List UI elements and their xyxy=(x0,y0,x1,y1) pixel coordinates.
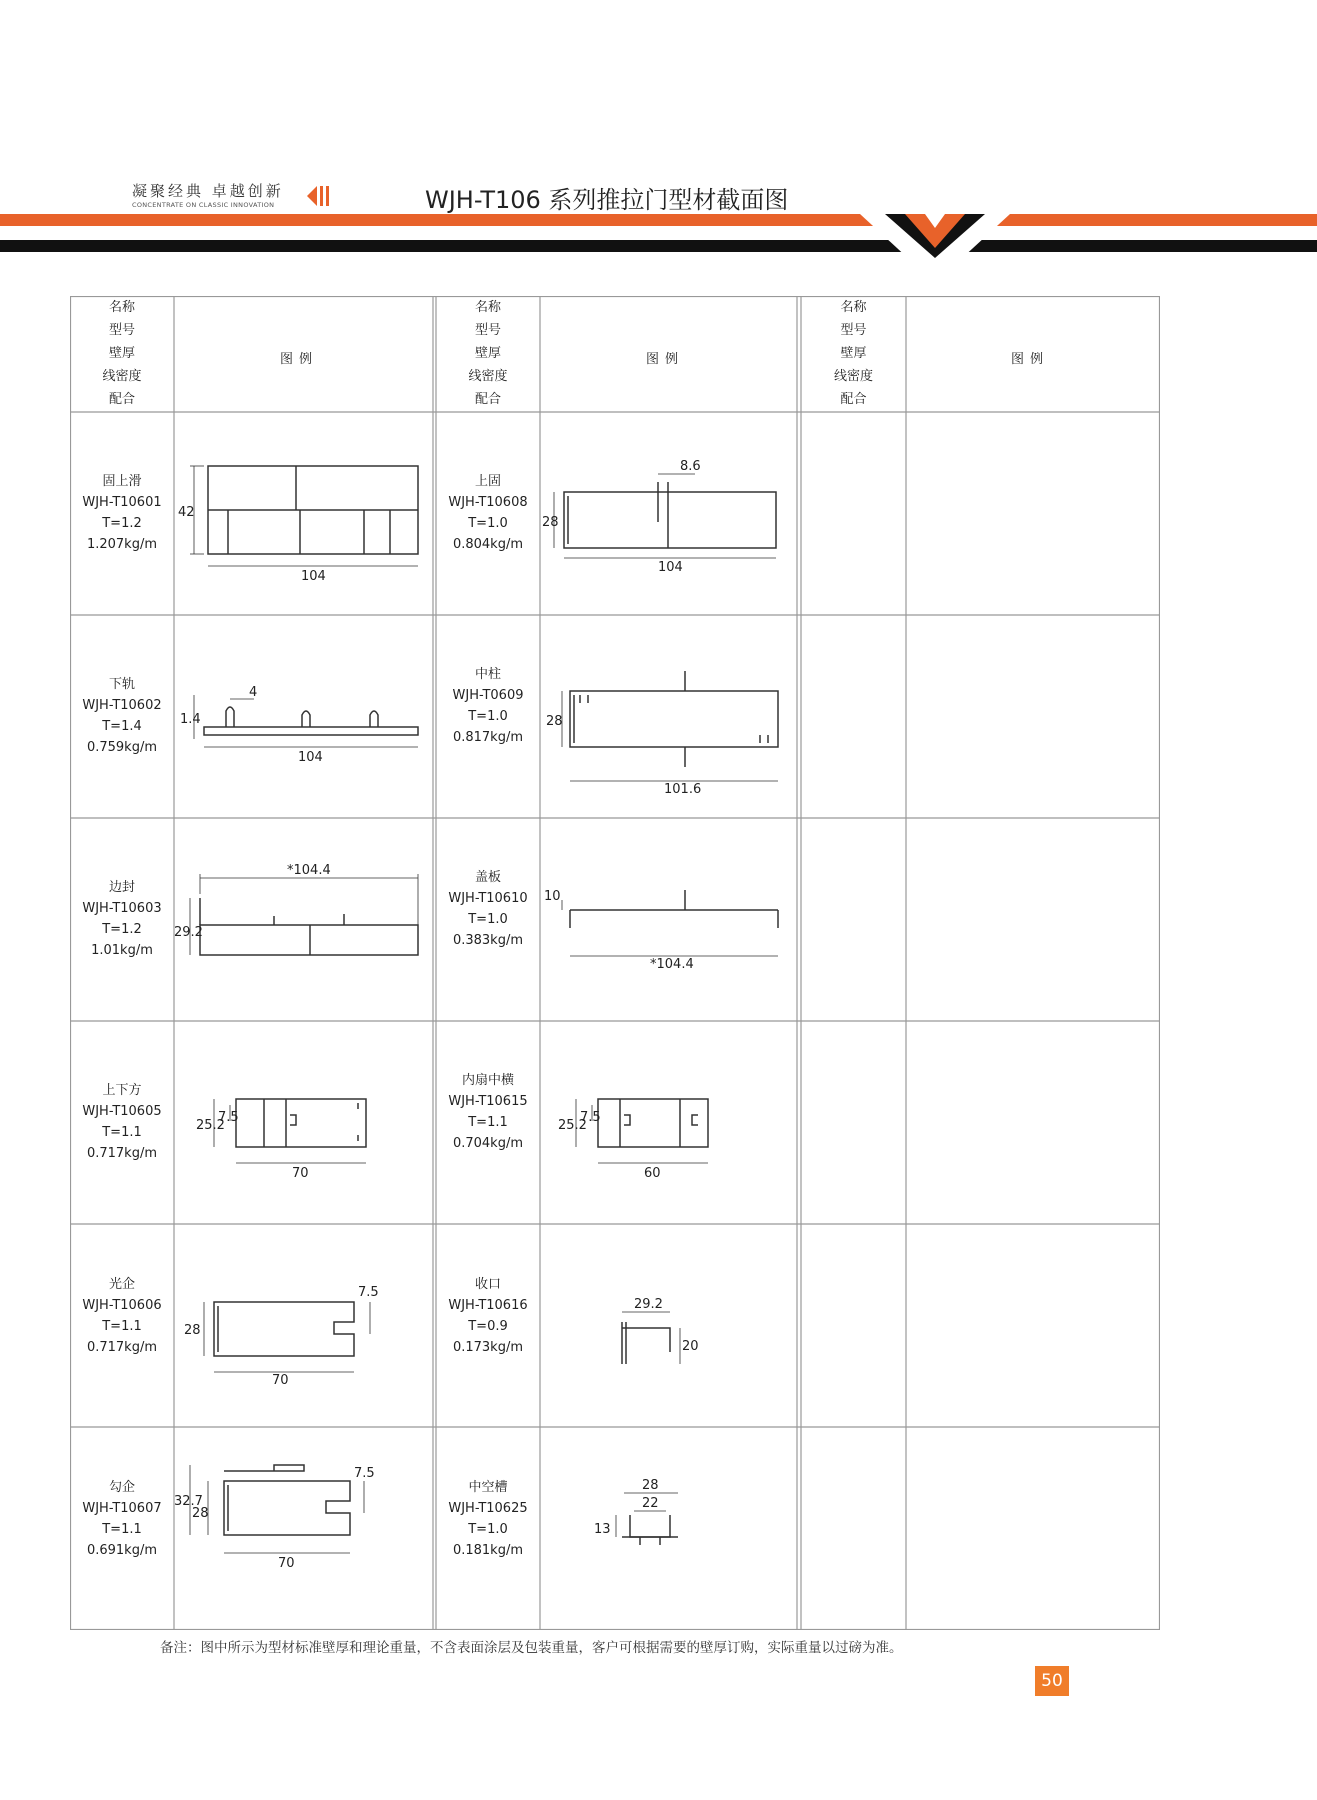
profile-info: 上固 WJH-T10608 T=1.0 0.804kg/m xyxy=(448,474,528,552)
profile-drawing-t10602 xyxy=(174,615,433,818)
profile-drawing-t10606 xyxy=(174,1224,433,1427)
dim-width: *104.4 xyxy=(287,863,331,878)
dim-width: 60 xyxy=(644,1166,661,1181)
arrow-logo-icon xyxy=(305,184,335,208)
dim-height: 28 xyxy=(542,515,559,530)
legend-header-col3: 图例 xyxy=(1011,352,1050,367)
profile-drawing-t10616 xyxy=(540,1224,797,1427)
dim-slot: 7.5 xyxy=(358,1285,379,1300)
page-number: 50 xyxy=(1035,1666,1069,1696)
dim-width: 101.6 xyxy=(664,782,702,797)
profile-info: 中空槽 WJH-T10625 T=1.0 0.181kg/m xyxy=(448,1480,528,1558)
dim-slot: 8.6 xyxy=(680,459,701,474)
profile-drawing-t10607 xyxy=(174,1427,433,1630)
dim-height: 10 xyxy=(544,889,561,904)
header-labels-col1: 名称 型号 壁厚 线密度 配合 xyxy=(102,300,142,407)
profile-info: 固上滑 WJH-T10601 T=1.2 1.207kg/m xyxy=(82,474,162,552)
page-header xyxy=(0,170,1317,260)
profile-table xyxy=(70,296,1160,1630)
header-labels-col3: 名称 型号 壁厚 线密度 配合 xyxy=(833,300,873,407)
dim-lip: 7.5 xyxy=(580,1110,601,1125)
dim-height: 25.2 xyxy=(558,1118,587,1133)
slogan-cn: 凝聚经典 卓越创新 xyxy=(132,182,284,200)
dim-width: 104 xyxy=(301,569,326,584)
profile-drawing-t10625 xyxy=(540,1427,797,1630)
profile-drawing-t10608 xyxy=(540,412,797,615)
profile-info: 盖板 WJH-T10610 T=1.0 0.383kg/m xyxy=(448,870,528,948)
dim-height: 29.2 xyxy=(174,925,203,940)
dim-height: 20 xyxy=(682,1339,699,1354)
dim-width: 70 xyxy=(278,1556,295,1571)
page-title: WJH-T106 系列推拉门型材截面图 xyxy=(425,186,789,214)
profile-info: 下轨 WJH-T10602 T=1.4 0.759kg/m xyxy=(82,677,162,755)
dim-lip: 7.5 xyxy=(218,1110,239,1125)
legend-header-col1: 图例 xyxy=(280,352,319,367)
header-labels-col2: 名称 型号 壁厚 线密度 配合 xyxy=(468,300,508,407)
profile-drawing-t0609 xyxy=(540,615,797,818)
profile-info: 边封 WJH-T10603 T=1.2 1.01kg/m xyxy=(82,880,162,958)
profile-info: 内扇中横 WJH-T10615 T=1.1 0.704kg/m xyxy=(448,1073,528,1151)
profile-drawing-t10603 xyxy=(174,818,433,1021)
footer-note: 备注：图中所示为型材标准壁厚和理论重量，不含表面涂层及包装重量，客户可根据需要的壁厚订购，实际重量以过磅为准。 xyxy=(160,1640,903,1656)
profile-info: 上下方 WJH-T10605 T=1.1 0.717kg/m xyxy=(82,1083,162,1161)
dim-width: 70 xyxy=(272,1373,289,1388)
profile-drawing-t10605 xyxy=(174,1021,433,1224)
profile-info: 勾企 WJH-T10607 T=1.1 0.691kg/m xyxy=(82,1480,162,1558)
header-bars xyxy=(0,214,1317,260)
dim-slot: 7.5 xyxy=(354,1466,375,1481)
profile-drawing-t10610 xyxy=(540,818,797,1021)
dim-height: 42 xyxy=(178,505,195,520)
dim-height: 28 xyxy=(546,714,563,729)
dim-height: 25.2 xyxy=(196,1118,225,1133)
dim-thickness: 1.4 xyxy=(180,712,201,727)
dim-width: *104.4 xyxy=(650,957,694,972)
dim-width: 104 xyxy=(298,750,323,765)
slogan-en: CONCENTRATE ON CLASSIC INNOVATION xyxy=(132,201,275,209)
profile-drawing-t10601 xyxy=(174,412,433,615)
dim-inner-width: 22 xyxy=(642,1496,659,1511)
profile-info: 收口 WJH-T10616 T=0.9 0.173kg/m xyxy=(448,1277,528,1355)
profile-info: 中柱 WJH-T0609 T=1.0 0.817kg/m xyxy=(452,667,524,745)
dim-height: 28 xyxy=(192,1506,209,1521)
legend-header-col2: 图例 xyxy=(646,352,685,367)
dim-width: 104 xyxy=(658,560,683,575)
dim-width: 70 xyxy=(292,1166,309,1181)
dim-width: 29.2 xyxy=(634,1297,663,1312)
dim-outer-width: 28 xyxy=(642,1478,659,1493)
dim-height: 28 xyxy=(184,1323,201,1338)
profile-drawing-t10615 xyxy=(540,1021,797,1224)
profile-info: 光企 WJH-T10606 T=1.1 0.717kg/m xyxy=(82,1277,162,1355)
dim-height: 13 xyxy=(594,1522,611,1537)
dim-rib: 4 xyxy=(249,685,258,700)
dim-total-height: 32.7 xyxy=(174,1494,203,1509)
